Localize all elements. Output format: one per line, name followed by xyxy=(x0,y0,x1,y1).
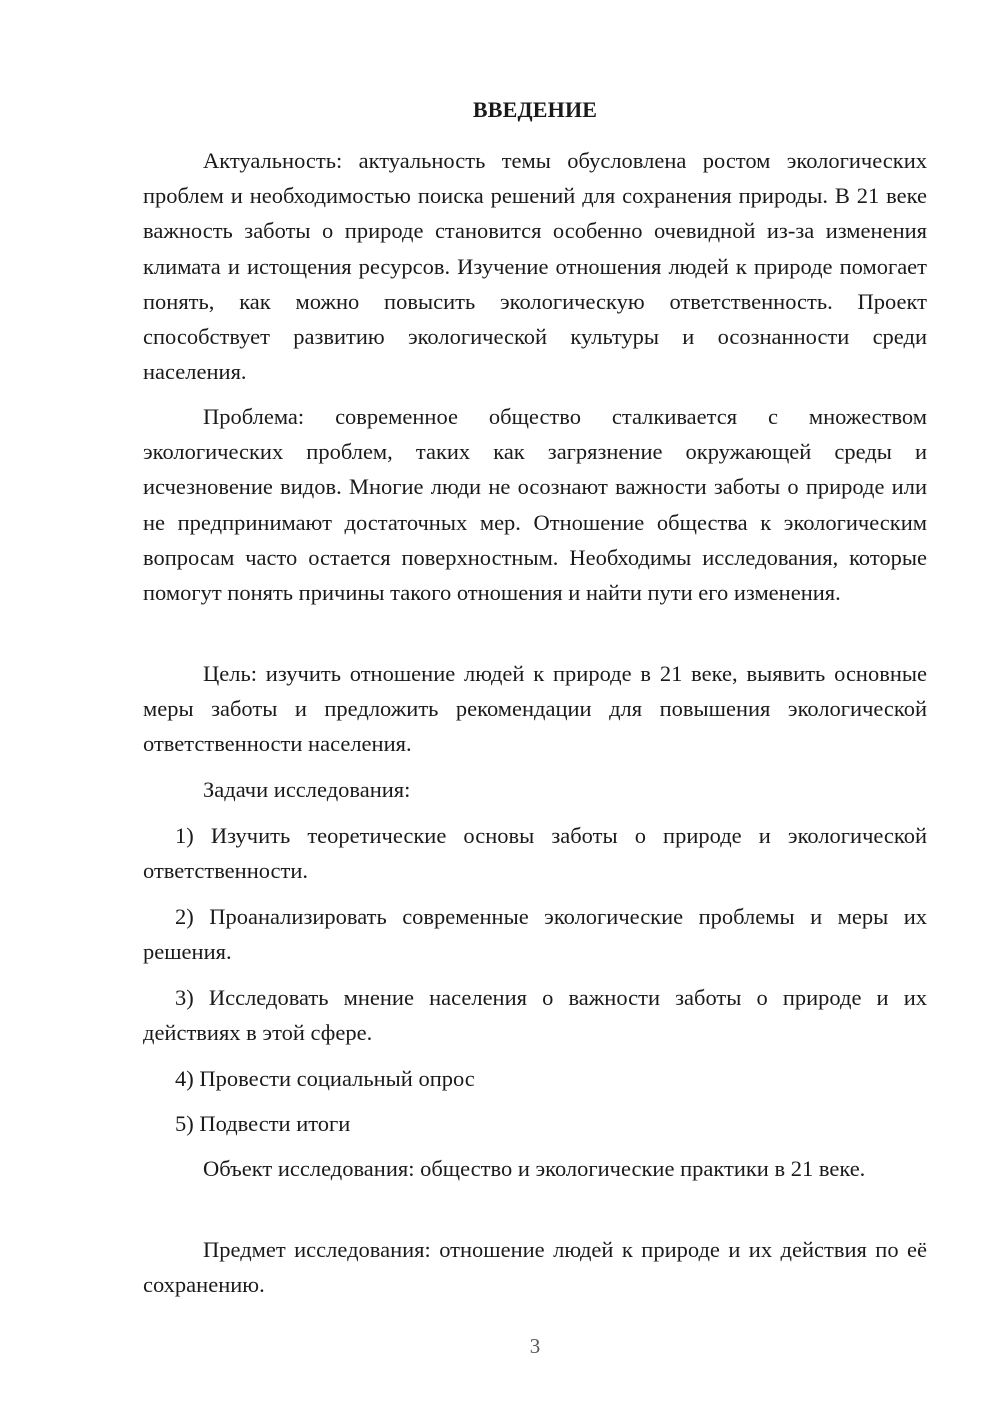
task-item-3: 3) Исследовать мнение населения о важности заботы о природе и их действиях в этой сфере. xyxy=(143,985,927,1046)
page-number: 3 xyxy=(529,1334,541,1358)
page-content xyxy=(143,0,927,1414)
problem-paragraph: Проблема: современное общество сталкивается с множеством экологических проблем, таких как загрязнение окружающей среды и исчезновение видов. Многие люди не осознают важности заботы о природе или не предпринимают достаточных мер. Отношение общества к экологическим вопросам часто остается поверхностным. Необходимы исследования, которые помогут понять причины такого отношения и найти пути его изменения. xyxy=(143,404,927,606)
task-item-5: 5) Подвести итоги xyxy=(175,1111,351,1136)
task-item-4: 4) Провести социальный опрос xyxy=(175,1066,475,1091)
subject-paragraph: Предмет исследования: отношение людей к природе и их действия по её сохранению. xyxy=(143,1237,927,1298)
goal-paragraph: Цель: изучить отношение людей к природе в 21 веке, выявить основные меры заботы и предложить рекомендации для повышения экологической ответственности населения. xyxy=(143,661,927,757)
relevance-paragraph: Актуальность: актуальность темы обусловлена ростом экологических проблем и необходимостью поиска решений для сохранения природы. В 21 веке важность заботы о природе становится особенно очевидной из-за изменения климата и истощения ресурсов. Изучение отношения людей к природе помогает понять, как можно повысить экологическую ответственность. Проект способствует развитию экологической культуры и осознанности среди населения. xyxy=(143,148,927,385)
page-title: ВВЕДЕНИЕ xyxy=(472,97,598,122)
tasks-heading: Задачи исследования: xyxy=(203,777,411,802)
task-item-2: 2) Проанализировать современные экологические проблемы и меры их решения. xyxy=(143,904,927,965)
object-paragraph: Объект исследования: общество и экологические практики в 21 веке. xyxy=(203,1156,866,1181)
task-item-1: 1) Изучить теоретические основы заботы о природе и экологической ответственности. xyxy=(143,823,927,884)
